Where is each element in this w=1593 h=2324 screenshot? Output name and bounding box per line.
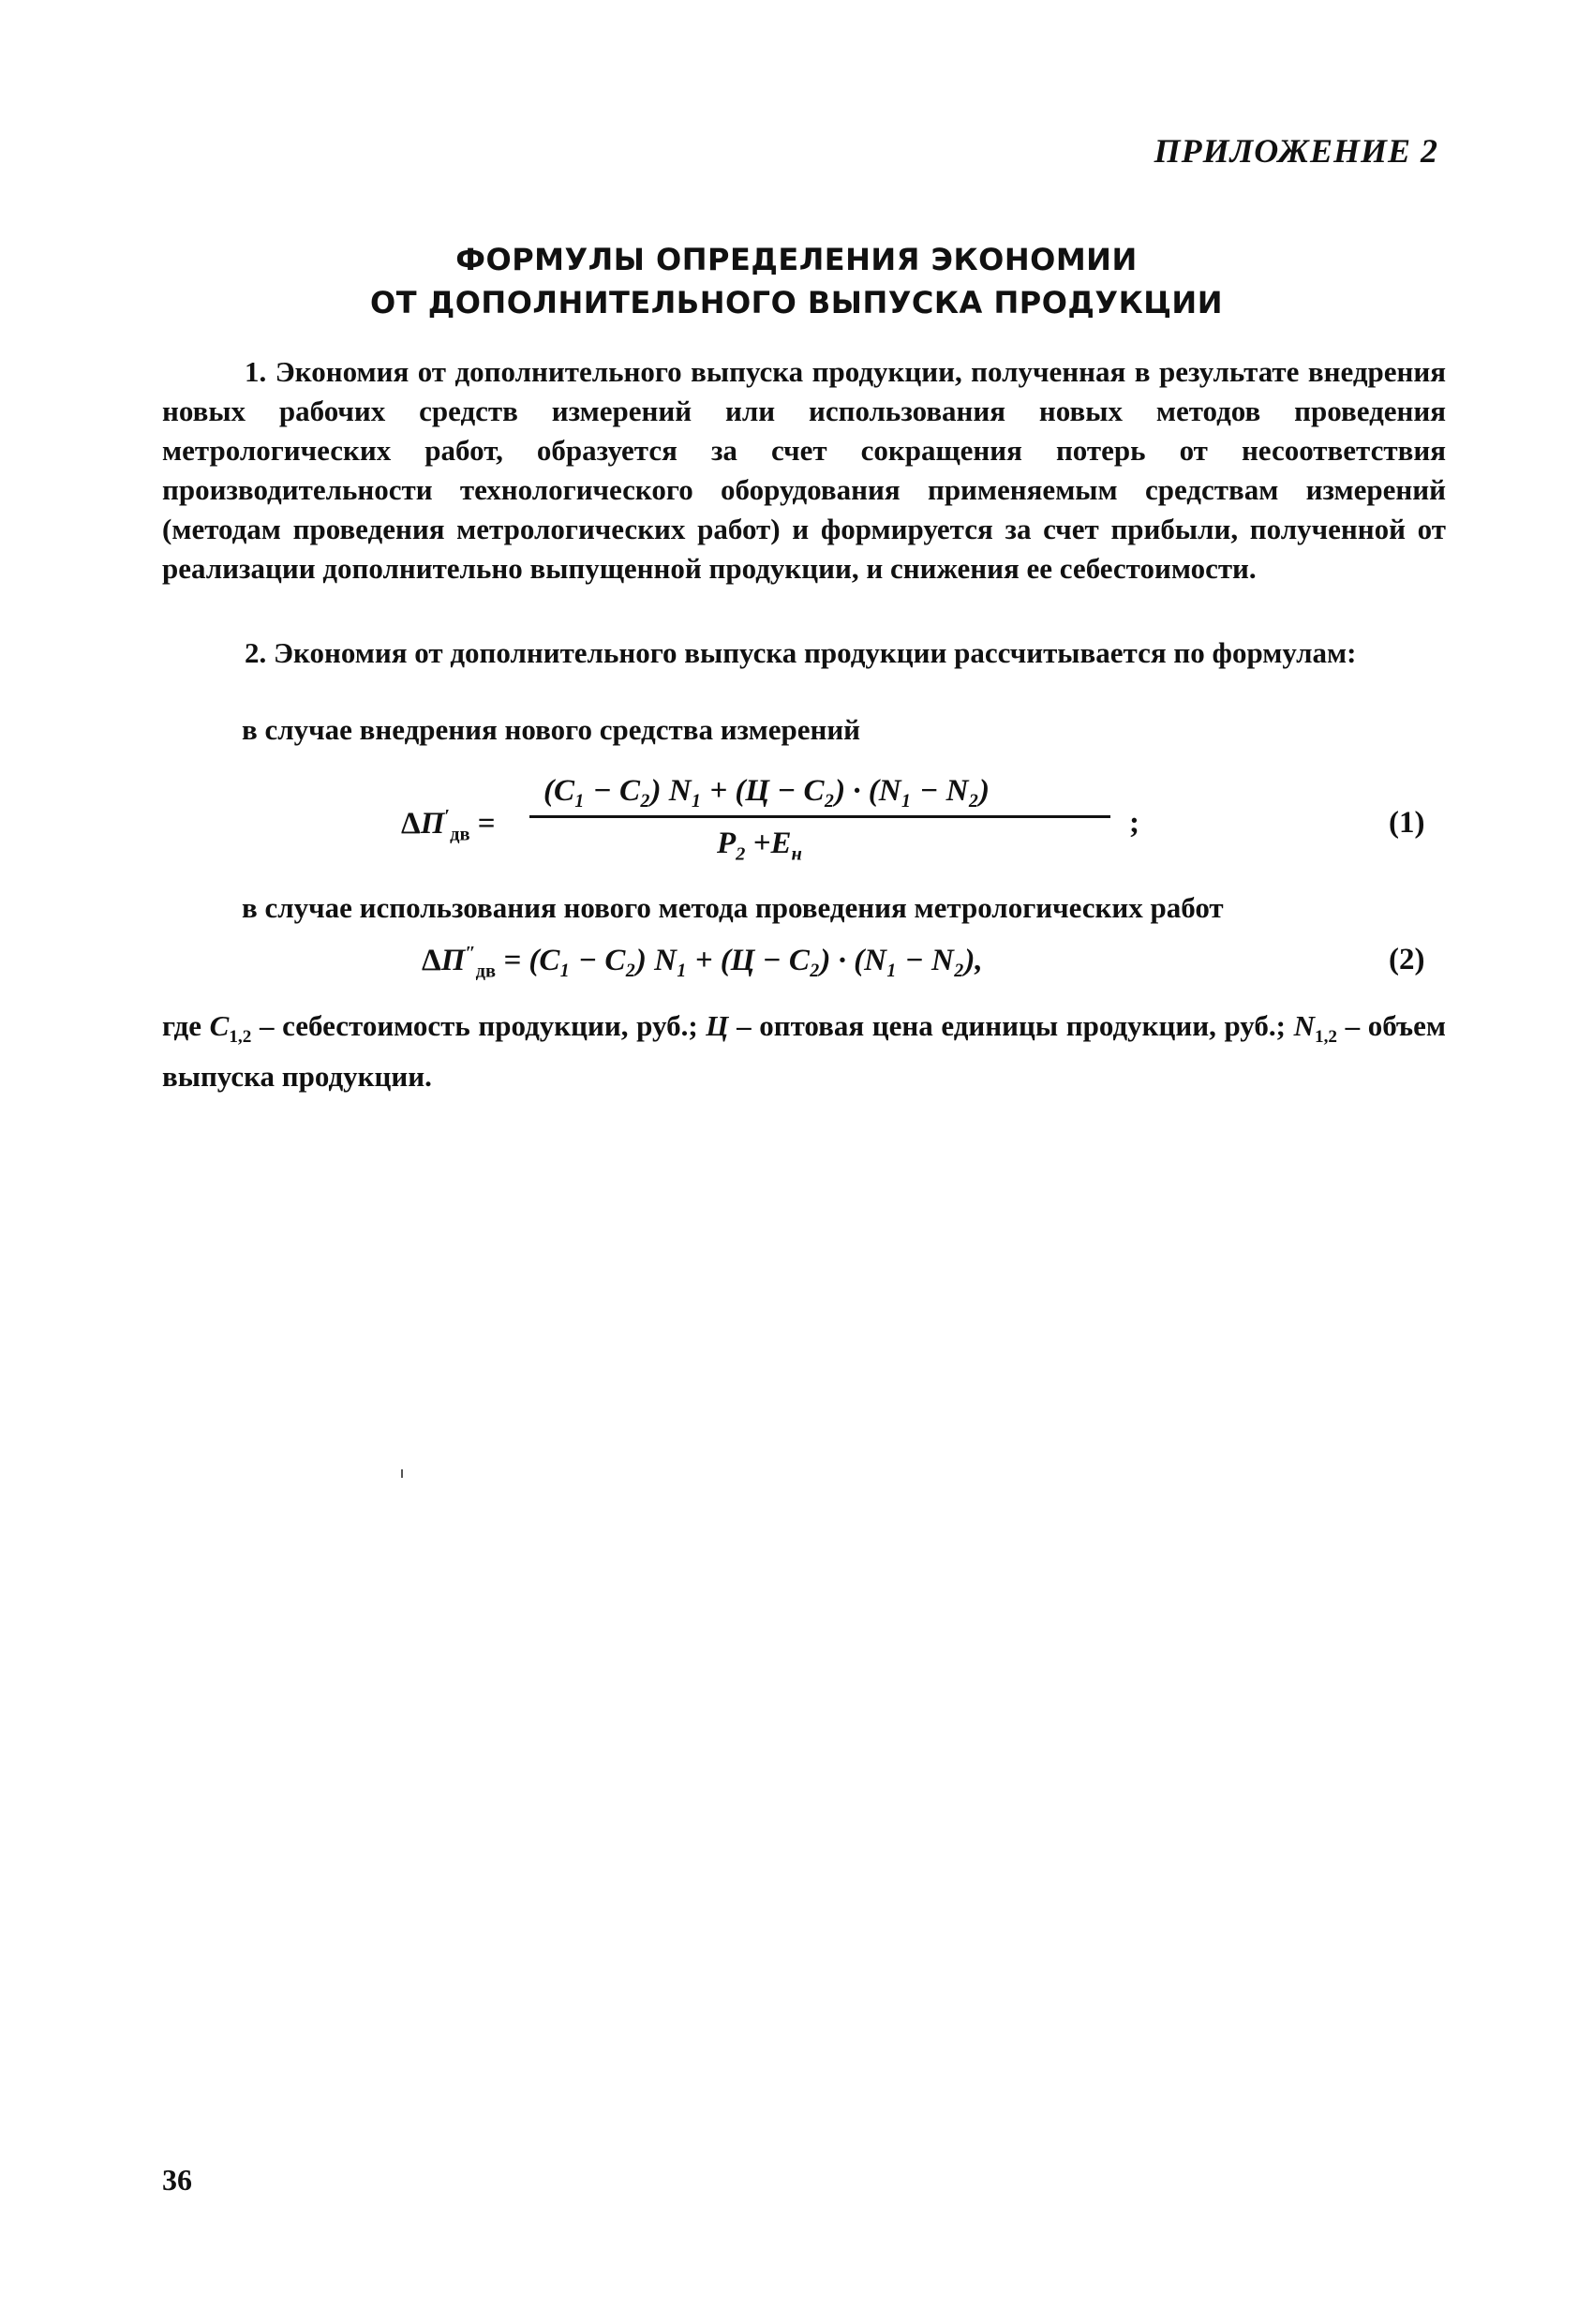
denominator-p-sub: 2 bbox=[736, 843, 746, 865]
title-line-1: ФОРМУЛЫ ОПРЕДЕЛЕНИЯ ЭКОНОМИИ bbox=[455, 242, 1138, 277]
formula-1-symbol: П bbox=[420, 807, 445, 841]
var-ts: Ц bbox=[706, 1009, 729, 1042]
case-1-intro: в случае внедрения нового средства измерений bbox=[242, 713, 861, 746]
where-text-3: – оптовая цена единицы продукции, руб.; bbox=[728, 1009, 1294, 1042]
var-c-sub: 1,2 bbox=[229, 1027, 252, 1048]
formula-2-number: (2) bbox=[1389, 943, 1425, 976]
denominator-e: E bbox=[770, 827, 792, 860]
denominator-e-sub: н bbox=[791, 843, 802, 865]
denominator-plus: + bbox=[752, 827, 771, 860]
var-c: C bbox=[209, 1009, 230, 1042]
formula-1-number: (1) bbox=[1389, 806, 1425, 840]
formula-1-equals: = bbox=[477, 807, 496, 841]
appendix-label: ПРИЛОЖЕНИЕ 2 bbox=[1154, 132, 1438, 170]
paragraph-2: 2. Экономия от дополнительного выпуска продукции рассчитывается по формулам: bbox=[245, 636, 1357, 669]
scan-speck bbox=[401, 1469, 403, 1478]
fraction-bar bbox=[529, 815, 1110, 818]
denominator-p: P bbox=[717, 827, 737, 860]
formula-1-subscript: дв bbox=[450, 824, 470, 845]
formula-2 bbox=[422, 943, 983, 983]
formula-1-denominator bbox=[717, 827, 802, 866]
formula-2-prime: ″ bbox=[465, 943, 476, 963]
where-text-4: – объем выпуска продукции. bbox=[162, 1009, 1446, 1094]
var-n-sub: 1,2 bbox=[1315, 1027, 1338, 1048]
page-number: 36 bbox=[162, 2163, 192, 2197]
variable-definitions bbox=[162, 1006, 1446, 1096]
formula-1-lhs bbox=[401, 806, 496, 846]
formula-1-numerator: (C₁ − C₂) N₁ + (Ц − C₂) · (N₁ − N₂) bbox=[543, 774, 990, 808]
case-2-intro: в случае использования нового метода проведения метрологических работ bbox=[242, 891, 1224, 924]
title-line-2: ОТ ДОПОЛНИТЕЛЬНОГО ВЫПУСКА ПРОДУКЦИИ bbox=[370, 285, 1223, 320]
formula-2-expression: = (C₁ − C₂) N₁ + (Ц − C₂) · (N₁ − N₂), bbox=[503, 944, 983, 977]
where-text-2: – себестоимость продукции, руб.; bbox=[251, 1009, 707, 1042]
delta-symbol: Δ bbox=[401, 807, 421, 841]
formula-1-prime: ′ bbox=[444, 806, 451, 827]
where-text-1: где bbox=[162, 1009, 210, 1042]
paragraph-1: 1. Экономия от дополнительного выпуска продукции, полученная в результате внедрения новых рабочих средств измерений или использования новых методов проведения метрологических работ, образуется за счет сокращения потерь от несоответствия производительности технологического оборудования применяемым средствам измерений (методам проведения метрологических работ) и формируется за счет прибыли, полученной от реализации дополнительно выпущенной продукции, и снижения ее себестоимости. bbox=[162, 355, 1446, 585]
formula-2-subscript: дв bbox=[475, 961, 497, 982]
formula-2-symbol: П bbox=[440, 944, 466, 977]
delta-symbol: Δ bbox=[422, 944, 441, 977]
formula-1-semicolon: ; bbox=[1129, 806, 1139, 840]
var-n: N bbox=[1293, 1009, 1315, 1042]
